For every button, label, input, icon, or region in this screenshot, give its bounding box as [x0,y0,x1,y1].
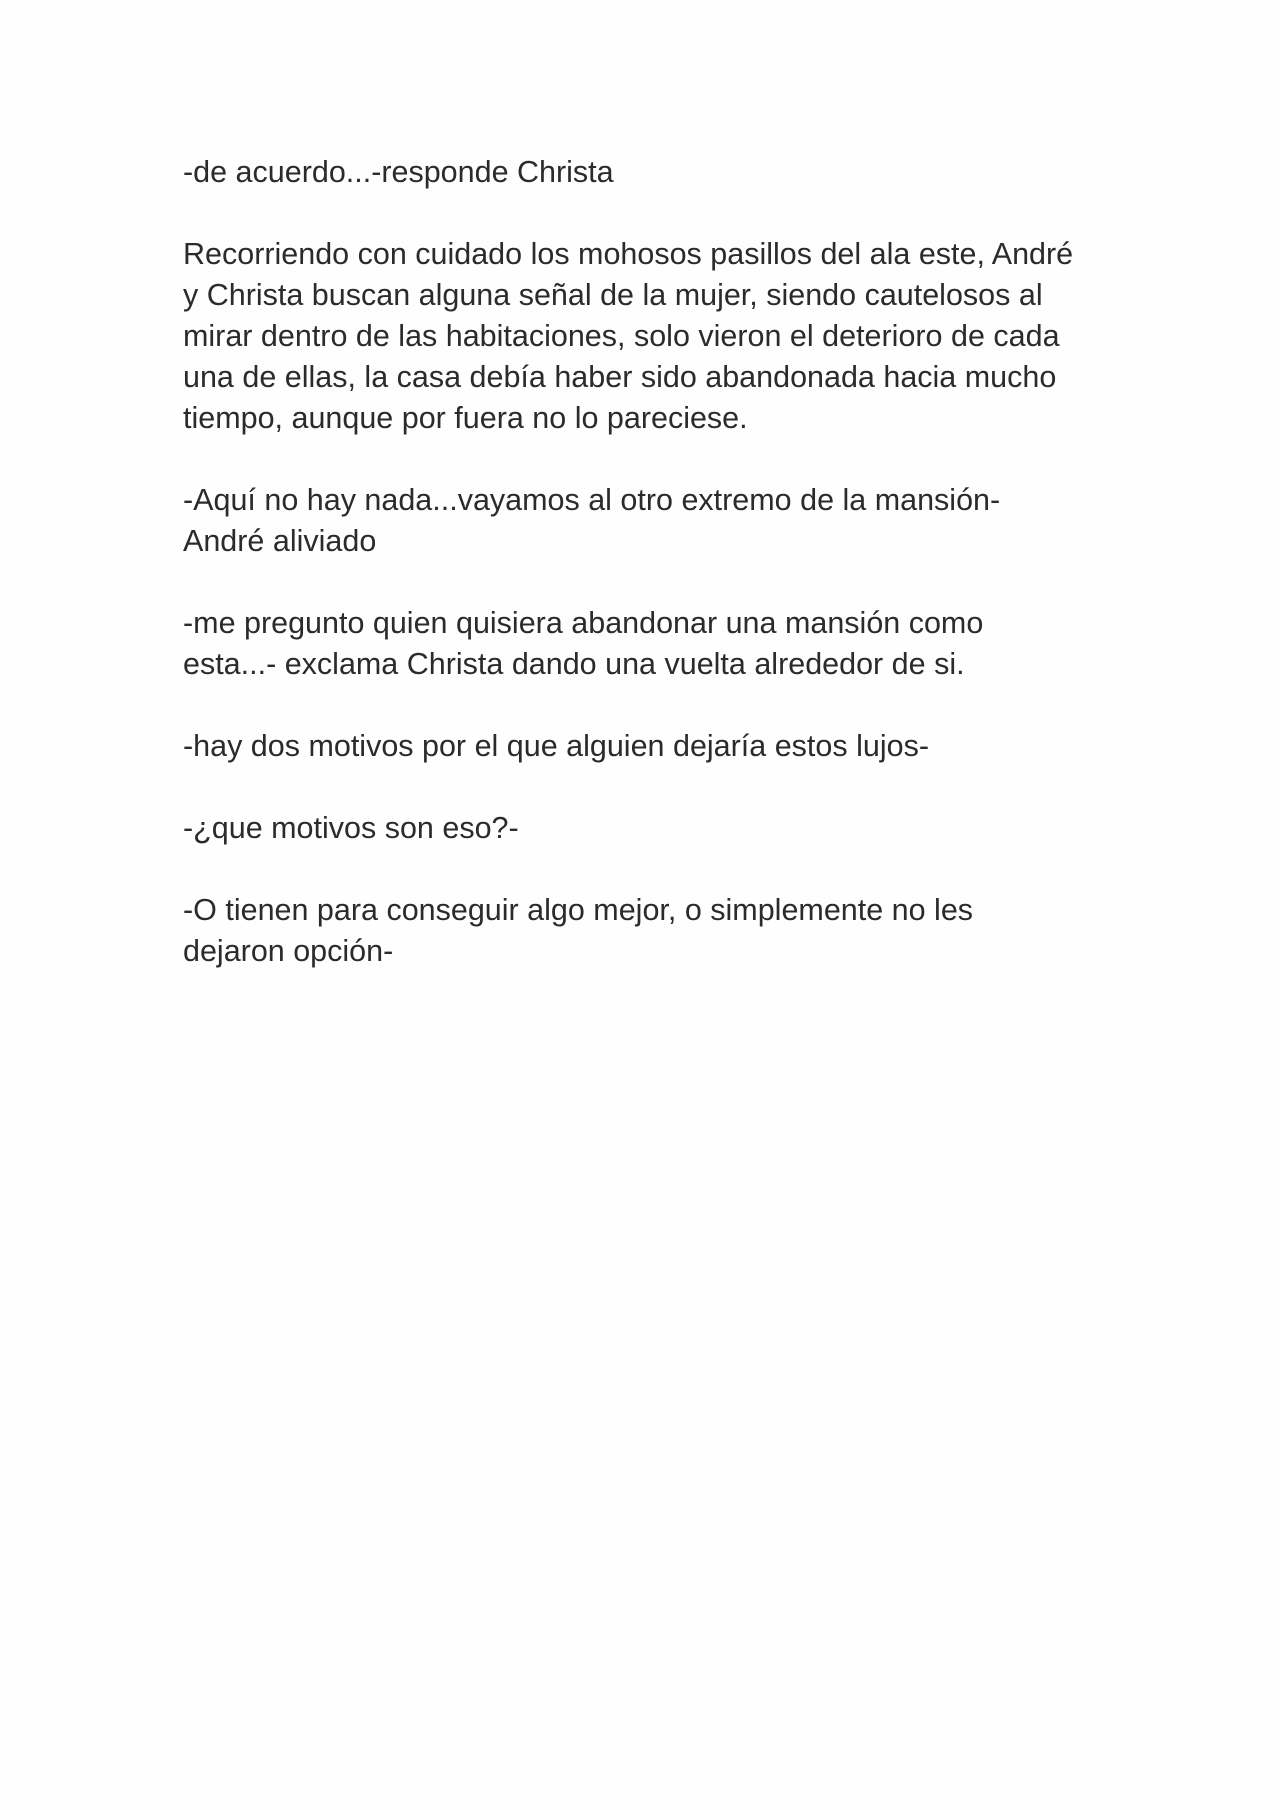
paragraph-7: -O tienen para conseguir algo mejor, o simplemente no les dejaron opción- [183,893,974,968]
paragraph-1: -de acuerdo...-responde Christa [183,155,614,189]
paragraph-4: -me pregunto quien quisiera abandonar una mansión como esta...- exclama Christa dando una vuelta alrededor de si. [183,606,984,681]
paragraph-2: Recorriendo con cuidado los mohosos pasillos del ala este, André y Christa buscan alguna señal de la mujer, siendo cautelosos al mirar dentro de las habitaciones, solo vieron el deterioro de cada una de ellas, la casa debía haber sido abandonada hacia mucho tiempo, aunque por fuera no lo pareciese. [183,237,1074,435]
paragraph-6: -¿que motivos son eso?- [183,811,519,845]
document-body [183,152,1113,972]
paragraph-3: -Aquí no hay nada...vayamos al otro extremo de la mansión- André aliviado [183,483,1001,558]
paragraph-5: -hay dos motivos por el que alguien dejaría estos lujos- [183,729,929,763]
